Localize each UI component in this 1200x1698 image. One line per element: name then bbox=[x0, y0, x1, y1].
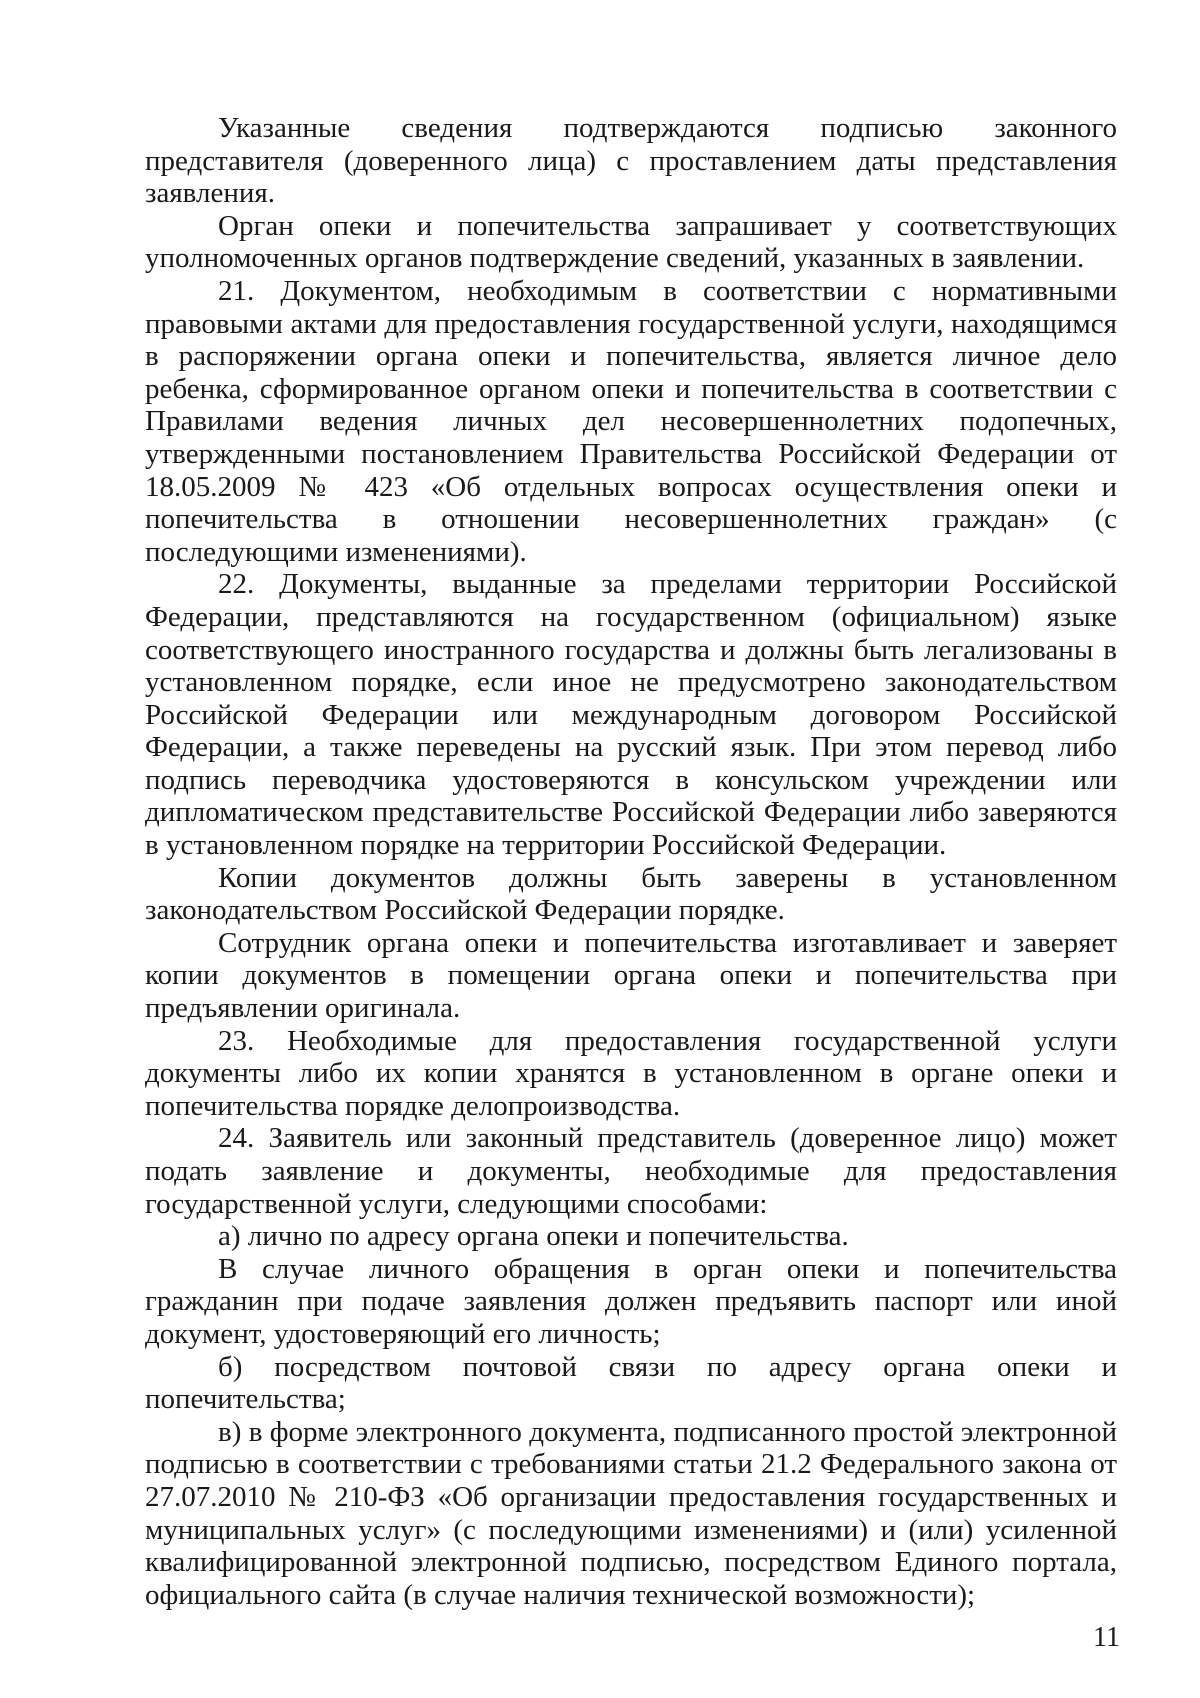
paragraph-item-24: 24. Заявитель или законный представитель (доверенное лицо) может подать заявление и документы, необходимые для предоставления государственной услуги, следующими способами: bbox=[145, 1122, 1117, 1220]
paragraph-item-23: 23. Необходимые для предоставления государственной услуги документы либо их копии хранятся в установленном в органе опеки и попечительства порядке делопроизводства. bbox=[145, 1024, 1117, 1122]
paragraph-guardianship-request: Орган опеки и попечительства запрашивает у соответствующих уполномоченных органов подтверждение сведений, указанных в заявлении. bbox=[145, 209, 1117, 275]
paragraph-copies-certified: Копии документов должны быть заверены в установленном законодательством Российской Федерации порядке. bbox=[145, 861, 1117, 927]
page-number: 11 bbox=[1093, 1622, 1120, 1653]
paragraph-item-24-v: в) в форме электронного документа, подписанного простой электронной подписью в соответствии с требованиями статьи 21.2 Федерального закона от 27.07.2010 № 210-ФЗ «Об организации предоставления государственных и муниципальных услуг» (с последующими изменениями) и (или) усиленной квалифицированной электронной подписью, посредством Единого портала, официального сайта (в случае наличия технической возможности); bbox=[145, 1415, 1117, 1611]
paragraph-signature-confirmation: Указанные сведения подтверждаются подписью законного представителя (доверенного лица) с проставлением даты представления заявления. bbox=[145, 112, 1117, 210]
paragraph-item-24-a: а) лично по адресу органа опеки и попечительства. bbox=[218, 1220, 849, 1253]
paragraph-personal-appeal: В случае личного обращения в орган опеки и попечительства гражданин при подаче заявления должен предъявить паспорт или иной документ, удостоверяющий его личность; bbox=[145, 1252, 1117, 1350]
paragraph-item-24-b: б) посредством почтовой связи по адресу органа опеки и попечительства; bbox=[145, 1350, 1117, 1416]
document-body bbox=[145, 112, 1117, 1611]
paragraph-item-21: 21. Документом, необходимым в соответствии с нормативными правовыми актами для предоставления государственной услуги, находящимся в распоряжении органа опеки и попечительства, является личное дело ребенка, сформированное органом опеки и попечительства в соответствии с Правилами ведения личных дел несовершеннолетних подопечных, утвержденными постановлением Правительства Российской Федерации от 18.05.2009 № 423 «Об отдельных вопросах осуществления опеки и попечительства в отношении несовершеннолетних граждан» (с последующими изменениями). bbox=[145, 274, 1117, 568]
paragraph-employee-copies: Сотрудник органа опеки и попечительства изготавливает и заверяет копии документов в помещении органа опеки и попечительства при предъявлении оригинала. bbox=[145, 926, 1117, 1025]
paragraph-item-22: 22. Документы, выданные за пределами территории Российской Федерации, представляются на государственном (официальном) языке соответствующего иностранного государства и должны быть легализованы в установленном порядке, если иное не предусмотрено законодательством Российской Федерации или международным договором Российской Федерации, а также переведены на русский язык. При этом перевод либо подпись переводчика удостоверяются в консульском учреждении или дипломатическом представительстве Российской Федерации либо заверяются в установленном порядке на территории Российской Федерации. bbox=[145, 568, 1117, 862]
